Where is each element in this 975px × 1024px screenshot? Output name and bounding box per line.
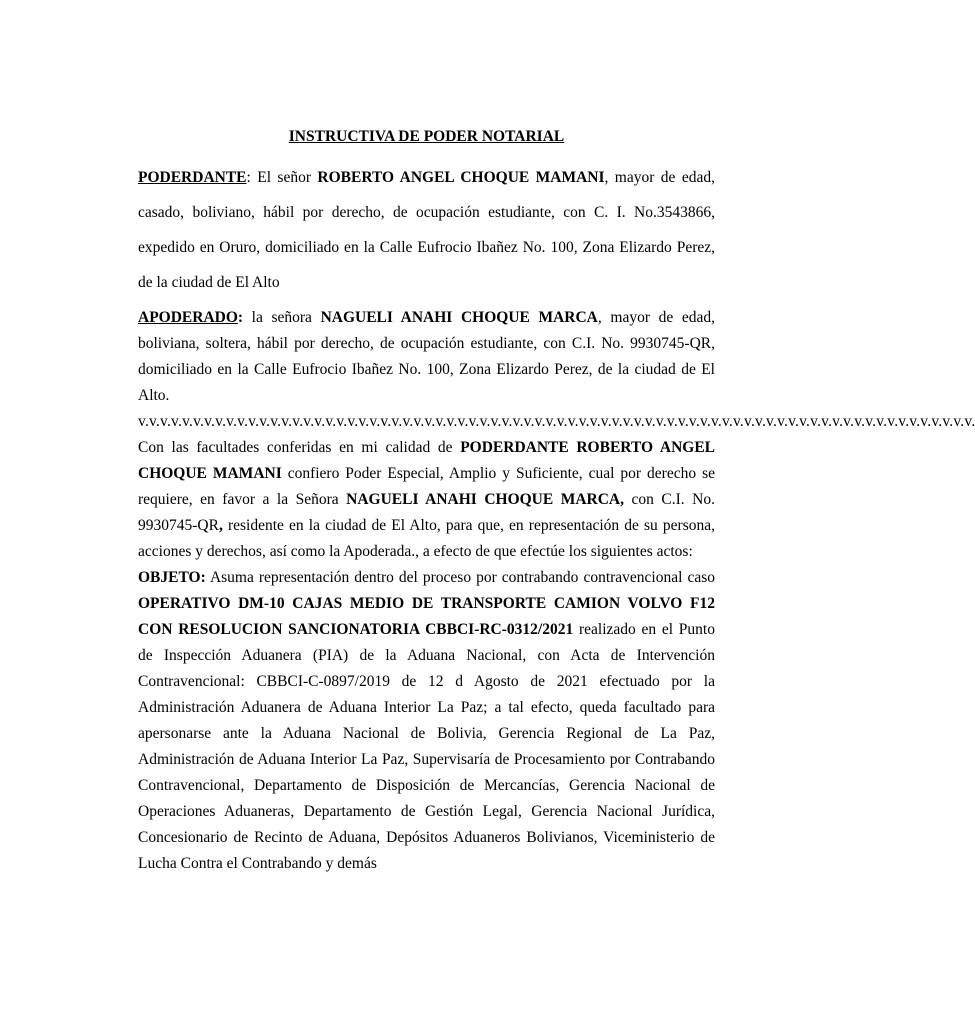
facultades-text-4: residente en la ciudad de El Alto, para que, en representación de su persona, acciones y derechos, así como la Apoderada., a efecto de que efectúe los siguientes actos: xyxy=(138,517,715,560)
facultades-poderdante-name: PODERDANTE ROBERTO ANGEL CHOQUE MAMANI xyxy=(138,439,715,482)
separator-line: v.v.v.v.v.v.v.v.v.v.v.v.v.v.v.v.v.v.v.v.v.v.v.v.v.v.v.v.v.v.v.v.v.v.v.v.v.v.v.v.v.v.v.v.v.v.v.v.v.v.v.v.v.v.v.v.v.v.v.v.v.v.v.v.v.v.v.v.v.v.v.v.v.v.v.v. xyxy=(138,413,975,430)
document-page xyxy=(138,124,975,877)
objeto-label: OBJETO: xyxy=(138,569,206,586)
objeto-text-2: realizado en el Punto de Inspección Aduanera (PIA) de la Aduana Nacional, con Acta de Intervención Contravencional: CBBCI-C-0897/2019 de 12 d Agosto de 2021 efectuado por la Administración Aduanera de Aduana Interior La Paz; a tal efecto, queda facultado para apersonarse ante la Aduana Nacional de Bolivia, Gerencia Regional de La Paz, Administración de Aduana Interior La Paz, Supervisaría de Procesamiento por Contrabando Contravencional, Departamento de Disposición de Mercancías, Gerencia Nacional de Operaciones Aduaneras, Departamento de Gestión Legal, Gerencia Nacional Jurídica, Concesionario de Recinto de Aduana, Depósitos Aduaneros Bolivianos, Viceministerio de Lucha Contra el Contrabando y demás xyxy=(138,621,715,872)
apoderado-text-1: la señora xyxy=(243,309,321,326)
apoderado-paragraph xyxy=(138,305,715,409)
poderdante-text-2: , mayor de edad, casado, boliviano, hábil por derecho, de ocupación estudiante, con C. I. No.3543866, expedido en Oruro, domiciliado en la Calle Eufrocio Ibañez No. 100, Zona Elizardo Perez, de la ciudad de El Alto xyxy=(138,169,715,291)
facultades-comma: , xyxy=(218,517,223,534)
facultades-text-1: Con las facultades conferidas en mi calidad de xyxy=(138,439,461,456)
facultades-paragraph xyxy=(138,435,715,565)
apoderado-text-2: , mayor de edad, boliviana, soltera, hábil por derecho, de ocupación estudiante, con C.I. No. 9930745-QR, domiciliado en la Calle Eufrocio Ibañez No. 100, Zona Elizardo Perez, de la ciudad de El Alto. xyxy=(138,309,715,404)
apoderado-colon: : xyxy=(237,309,244,326)
objeto-text-1: Asuma representación dentro del proceso por contrabando contravencional caso xyxy=(205,569,715,586)
objeto-case-name: OPERATIVO DM-10 CAJAS MEDIO DE TRANSPORTE CAMION VOLVO F12 CON RESOLUCION SANCIONATORIA CBBCI-RC-0312/2021 xyxy=(138,595,715,638)
apoderado-label: APODERADO xyxy=(138,309,238,326)
poderdante-name: ROBERTO ANGEL CHOQUE MAMANI xyxy=(317,169,605,186)
apoderado-name: NAGUELI ANAHI CHOQUE MARCA xyxy=(320,309,598,326)
objeto-paragraph xyxy=(138,565,715,877)
facultades-text-2: confiero Poder Especial, Amplio y Suficiente, cual por derecho se requiere, en favor a la Señora xyxy=(138,465,715,508)
facultades-apoderada-name: NAGUELI ANAHI CHOQUE MARCA, xyxy=(346,491,625,508)
facultades-text-3: con C.I. No. 9930745-QR xyxy=(138,491,715,534)
poderdante-text-1: : El señor xyxy=(246,169,318,186)
poderdante-paragraph xyxy=(138,160,715,300)
poderdante-label: PODERDANTE xyxy=(138,169,247,186)
document-title: INSTRUCTIVA DE PODER NOTARIAL xyxy=(288,128,565,145)
